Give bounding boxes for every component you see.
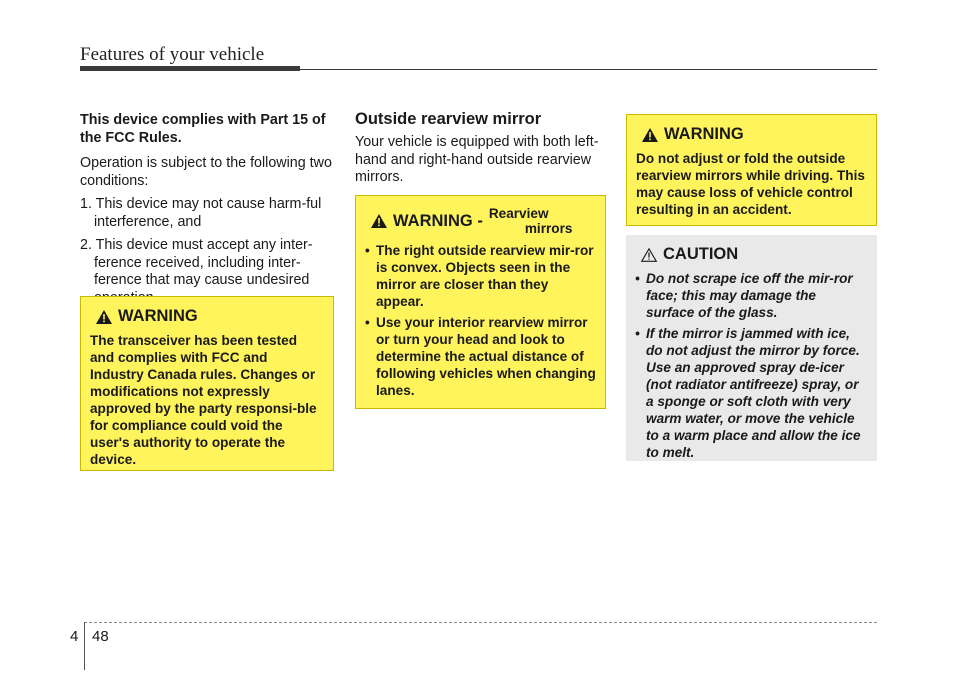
footer-rule bbox=[84, 622, 877, 623]
warning-box-fcc bbox=[80, 296, 334, 471]
caution-box bbox=[626, 235, 877, 461]
footer-divider bbox=[84, 622, 85, 670]
condition-item-1: 1. This device may not cause harm-ful interference, and bbox=[80, 196, 322, 230]
warning-triangle-icon bbox=[96, 310, 112, 324]
warning-item-1: • The right outside rearview mir-ror is convex. Objects seen in the mirror are closer than they appear. bbox=[365, 242, 596, 310]
warning-list bbox=[365, 242, 596, 399]
caution-triangle-icon bbox=[641, 248, 657, 262]
section-title: Outside rearview mirror bbox=[355, 110, 542, 128]
warning-title: WARNING - Rearview mirrors bbox=[365, 206, 596, 236]
header-title: Features of your vehicle bbox=[80, 44, 265, 65]
warning-box-rearview bbox=[355, 195, 606, 409]
page-number: 48 bbox=[92, 628, 109, 645]
warning-item-2: • Use your interior rearview mirror or turn your head and look to determine the actual distance of following vehicles when changing lanes. bbox=[365, 314, 596, 399]
condition-item-2: 2. This device must accept any inter-ference received, including inter-ference that may cause undesired bbox=[80, 237, 313, 288]
header-rule-thin bbox=[300, 69, 877, 70]
left-column bbox=[80, 112, 334, 313]
warning-body: Do not adjust or fold the outside rearview mirrors while driving. This may cause loss of vehicle control resulting in an accident. bbox=[636, 151, 865, 217]
chapter-number: 4 bbox=[70, 628, 79, 645]
caution-item-1: • Do not scrape ice off the mir-ror face; this may damage the surface of the glass. bbox=[635, 270, 868, 321]
header-rule-thick bbox=[80, 66, 300, 71]
conditions-intro: Operation is subject to the following two conditions: bbox=[80, 155, 332, 189]
conditions-list bbox=[80, 196, 334, 307]
caution-list bbox=[635, 270, 868, 461]
warning-triangle-icon bbox=[371, 214, 387, 228]
warning-title: WARNING bbox=[636, 125, 867, 144]
caution-title: CAUTION bbox=[635, 245, 868, 264]
warning-triangle-icon bbox=[642, 128, 658, 142]
warning-subtitle: Rearview mirrors bbox=[488, 206, 573, 236]
fcc-compliance-statement: This device complies with Part 15 of the FCC Rules. bbox=[80, 112, 326, 146]
caution-item-2: • If the mirror is jammed with ice, do not adjust the mirror by force. Use an approved spray de-icer (not radiator antifreeze) spray, or a sponge or soft cloth with very warm water, or move the vehicle to a warm place and allow the ice to melt. bbox=[635, 325, 868, 461]
warning-box-fold bbox=[626, 114, 877, 226]
warning-title: WARNING bbox=[90, 307, 324, 326]
warning-body: The transceiver has been tested and complies with FCC and Industry Canada rules. Changes or modifications not expressly approved by the party responsi-ble for compliance could void the user's authority to operate the device. bbox=[90, 333, 317, 467]
section-body: Your vehicle is equipped with both left-hand and right-hand outside rearview mirrors. bbox=[355, 134, 599, 185]
